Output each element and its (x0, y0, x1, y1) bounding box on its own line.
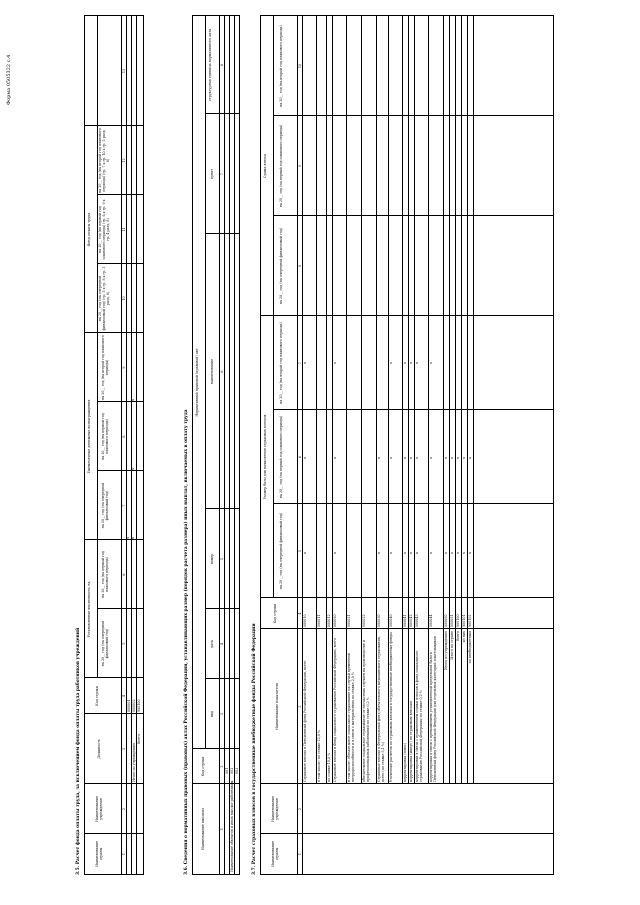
header-number: номер (210, 553, 214, 565)
row-code: 000050 (444, 614, 448, 627)
colnum-5: 5 (220, 557, 224, 561)
colnum-11: 11 (122, 227, 126, 232)
header-staff-y1: на 20__ год (на очередной финансовый год) (101, 620, 109, 667)
indicator-name: корректировка (плюс) (403, 743, 407, 782)
row-code: 000051 (450, 614, 454, 627)
x-mark: х (389, 362, 393, 364)
colnum-9: 9 (298, 164, 302, 168)
x-mark: х (415, 552, 419, 554)
indicator-name: Уточнение расчетов по страховым взносам в государственные внебюджетные фонды (389, 632, 393, 782)
header-act-group: Нормативный правовой (правовой) акт (195, 348, 199, 417)
header-sum-y1: на 20__ год (на очередной финансовый год) (279, 227, 283, 305)
x-mark: х (333, 552, 337, 554)
header-base-y2: на 20__ год (на первый год планового периода) (279, 415, 283, 499)
total-label: по внебюджетным (468, 631, 472, 664)
x-mark: х (333, 457, 337, 459)
colnum-8: 8 (122, 435, 126, 438)
header-staff-group: Установленная численность, ед. (87, 580, 91, 638)
colnum-7: 7 (298, 361, 302, 365)
total-label: Всего (456, 631, 460, 641)
colnum-1: 1 (220, 827, 224, 831)
x-mark: х (415, 457, 419, 459)
total-label: Итого по стране (450, 631, 454, 660)
header-institution: Наименование учреждения (271, 796, 279, 822)
row-code: 000020 (333, 614, 337, 627)
header-position: Должность (97, 739, 101, 759)
header-kind: вид (210, 710, 214, 718)
indicator-name: корректировки в связи с применением ставки взносов в фонд социального страхования Российской Федерации по ставке 0,2 % (415, 650, 423, 782)
row-code: 900102 (468, 614, 472, 627)
colnum-6: 6 (298, 455, 302, 459)
header-staff-y2: на 20__ год (на первый год планового периода) (101, 551, 109, 598)
indicator-name: в том числе: обязательное социальное страхование на случай временной нетрудоспособности и в связи с материнством по ставке 2,9 % (347, 653, 355, 782)
form-label: Форма 0505322 с.4 (6, 54, 12, 105)
colnum-3: 3 (220, 712, 224, 716)
colnum-10: 10 (298, 63, 302, 69)
x-mark: х (389, 552, 393, 554)
colnum-13: 13 (122, 68, 126, 74)
colnum-12: 12 (122, 158, 126, 163)
colnum-2: 2 (220, 765, 224, 768)
colnum-8: 8 (298, 264, 302, 268)
x-mark: х (333, 362, 337, 364)
colnum-8: 8 (220, 63, 224, 67)
colnum-5: 5 (122, 642, 126, 645)
x-mark: х (409, 457, 413, 459)
section-3-5-table (84, 15, 144, 875)
x-mark: х (409, 362, 413, 364)
x-mark: х (131, 399, 135, 401)
colnum-6: 6 (122, 573, 126, 576)
row-code: 000010 (303, 614, 307, 627)
colnum-7: 7 (122, 504, 126, 507)
x-mark: х (403, 362, 407, 364)
x-mark: х (429, 362, 433, 364)
row-code: 000043 (415, 614, 419, 627)
total-label: из них (462, 631, 466, 643)
header-date: дата (210, 640, 214, 648)
x-mark: х (429, 457, 433, 459)
x-mark: х (377, 457, 381, 459)
row-code: 000041 (403, 614, 407, 627)
colnum-4: 4 (220, 642, 224, 646)
colnum-2: 2 (122, 807, 126, 811)
indicator-name: Страховые взносы в Пенсионный фонд Российской Федерации, всего (303, 660, 307, 782)
colnum-3: 3 (298, 705, 302, 708)
header-sum-y2: на 20__ год (на первый год планового периода) (279, 124, 283, 208)
section-3-5-title: 3.5. Расчет фонда оплаты труда, за исключением фонда оплаты труда работников учреждений (76, 627, 81, 875)
x-mark: х (456, 552, 460, 554)
indicator-name: Страховые взносы в Федеральный фонд обязательного медицинского страхования, всего (по ставке 5,1 %) (377, 636, 385, 782)
colnum-4: 4 (298, 612, 302, 615)
header-institution: Наименование учреждения (95, 796, 103, 822)
header-indicator: Наименование показателя (275, 683, 279, 730)
colnum-7: 7 (220, 172, 224, 176)
header-code: Код строки (201, 756, 205, 777)
header-sum-group: Сумма взноса (263, 153, 267, 179)
x-mark: х (444, 457, 448, 459)
section-3-7-table (260, 15, 554, 875)
indicator-name: по ставке 10,0 % (327, 752, 331, 782)
x-mark: х (462, 457, 466, 459)
colnum-9: 9 (122, 366, 126, 369)
row-code: 000042 (409, 614, 413, 627)
colnum-3: 3 (122, 747, 126, 751)
row-code: 001 (225, 767, 229, 774)
row-code: 002 (230, 767, 234, 774)
header-country: Наименование страны (271, 841, 279, 867)
row-code: 900101 (462, 614, 466, 627)
header-base-y3: на 20__ год (на второй год планового периода) (279, 322, 283, 404)
header-base-group: Размер базы для начисления страховых взносов (263, 414, 267, 500)
header-salary-y2: на 20__ год (на первый год планового периода) (101, 413, 109, 460)
indicator-name: обязательное социальное страхование от несчастных случаев на производстве и профессиональных заболеваний по ставке 0,2 % (362, 639, 370, 782)
x-mark: х (415, 362, 419, 364)
x-mark: х (468, 552, 472, 554)
header-naming: наименование (210, 358, 214, 385)
x-mark: х (450, 457, 454, 459)
section-3-7-title: 3.7. Расчет страховых взносов в государственные внебюджетные фонды Российской Федерации (252, 623, 257, 875)
header-code: Код строки (95, 686, 99, 706)
x-mark: х (303, 362, 307, 364)
x-mark: х (444, 552, 448, 554)
header-fund-group: Фонд оплаты труда (87, 212, 91, 247)
x-mark: х (450, 552, 454, 554)
total-label: Итого по учреждению (444, 631, 448, 671)
x-mark: х (303, 552, 307, 554)
x-mark: х (403, 457, 407, 459)
header-article: пункт (210, 168, 214, 180)
x-mark: х (456, 457, 460, 459)
row-code: 000030 (377, 614, 381, 627)
row-code: 000012 (327, 614, 331, 627)
indicator-name: в том числе: по ставке 22,0 % (317, 729, 321, 782)
row-code: 000044 (429, 614, 433, 627)
total-institution-label: Итого по учреждению (132, 742, 136, 782)
section-3-6-title: 3.6. Сведения о нормативных правовых (правовых) актах Российской Федерации, устанавливающих размер (порядок расчета размера) иных выплат, включаемых в оплату труда (184, 409, 189, 875)
x-mark: х (303, 457, 307, 459)
payment-name: Наименование объектов и иных выплат работникам (230, 780, 234, 872)
colnum-5: 5 (298, 549, 302, 553)
x-mark: х (462, 552, 466, 554)
indicator-name: корректировка в связи с превышением установленной предельной базы в Пенсионный фонд Российской Федерации для отдельных категорий плательщиков (429, 636, 437, 782)
section-3-6-table (192, 15, 240, 875)
header-fund-y3: на 20__ год (на второй год планового периода) (гр. 7 х гр. 10 х гр. 5 разд. 8) (98, 128, 110, 193)
x-mark: х (468, 457, 472, 459)
colnum-2: 2 (298, 807, 302, 811)
colnum-1: 1 (122, 852, 126, 856)
header-salary-group: Ежемесячные денежные вознаграждения (87, 399, 91, 474)
colnum-4: 4 (122, 694, 126, 698)
row-code: 000022 (362, 614, 366, 627)
row-code: 900100 (456, 614, 460, 627)
header-salary-y3: на 20__ год (на второй год планового периода) (101, 335, 109, 400)
x-mark: х (126, 537, 130, 539)
code-cell: 900100 (137, 699, 141, 712)
x-mark: х (377, 552, 381, 554)
colnum-6: 6 (220, 370, 224, 373)
x-mark: х (389, 457, 393, 459)
header-fund-y2: на 20__ год (на первый год планового периода) (гр. 6 х гр. 9 х гр. 4 разд. 8) (98, 199, 110, 260)
x-mark: х (409, 552, 413, 554)
header-payment: Наименование выплаты (201, 807, 205, 851)
row-code: 003 (235, 767, 239, 774)
header-sum-y3: на 20__ год (на второй год планового периода) (279, 25, 283, 107)
x-mark: х (131, 468, 135, 470)
indicator-name: корректировка (минус) по страховым взносам (409, 701, 413, 782)
x-mark: х (131, 537, 135, 539)
x-mark: х (429, 552, 433, 554)
code-cell: 000002 (132, 699, 136, 712)
colnum-10: 10 (122, 296, 126, 301)
header-country: Наименование страны (95, 841, 103, 867)
indicator-name: Страховые взносы в Фонд социального страхования Российской Федерации, всего (333, 637, 337, 782)
row-code: 000011 (317, 614, 321, 627)
colnum-1: 1 (298, 852, 302, 856)
row-code: 000040 (389, 614, 393, 627)
total-all-label: Всего (137, 734, 141, 744)
header-salary-y1: на 20__ год (на очередной финансовый год) (101, 482, 109, 529)
code-cell: 000001 (127, 699, 131, 712)
x-mark: х (403, 552, 407, 554)
header-code: Код строки (273, 603, 277, 624)
header-structure: структурная единица нормативного акта (208, 28, 212, 102)
header-base-y1: на 20__ год (на очередной финансовый год) (279, 512, 283, 590)
row-code: 000021 (347, 614, 351, 627)
header-fund-y1: на 20__ год (на очередной финансовый год) (гр. 5 х гр. 8 х гр. 3 разд. 8) (98, 266, 110, 331)
